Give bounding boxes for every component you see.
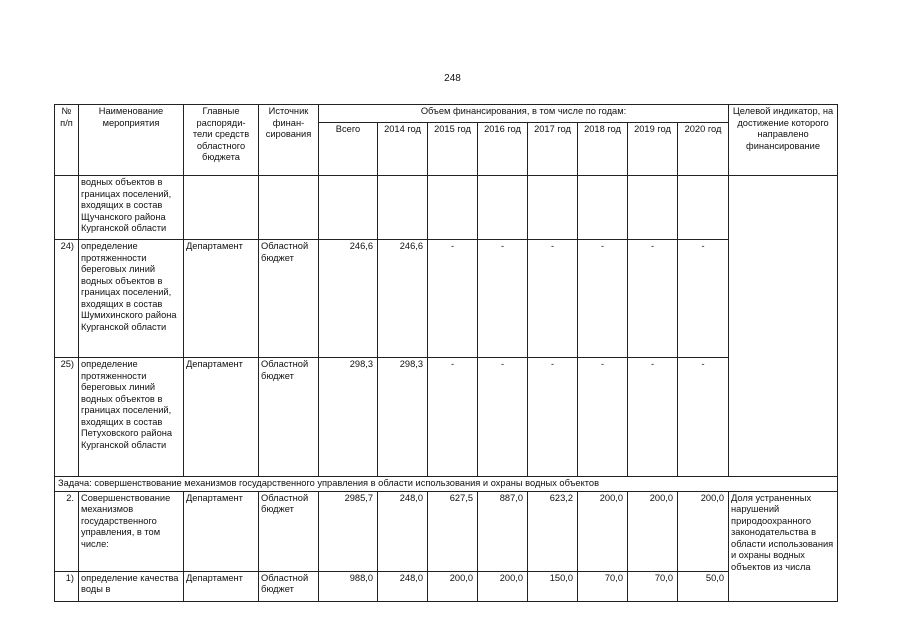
row-manager: Департамент <box>184 571 259 601</box>
header-year-2015: 2015 год <box>428 123 478 176</box>
table-row <box>55 358 838 477</box>
row-manager: Департамент <box>184 491 259 571</box>
row-manager: Департамент <box>184 240 259 358</box>
header-name: Наименование мероприятия <box>79 105 184 176</box>
row-2018: 70,0 <box>578 571 628 601</box>
row-2015: 200,0 <box>428 571 478 601</box>
row-source: Областной бюджет <box>259 491 319 571</box>
header-no: № п/п <box>55 105 79 176</box>
row-2017: - <box>528 240 578 358</box>
row-source: Областной бюджет <box>259 358 319 477</box>
row-number: 24) <box>55 240 79 358</box>
row-name: определение качества воды в <box>79 571 184 601</box>
row-2018: - <box>578 358 628 477</box>
row-2016: 200,0 <box>478 571 528 601</box>
row-2017: 623,2 <box>528 491 578 571</box>
header-indicator: Целевой индикатор, на достижение которого направлено финансирование <box>729 105 838 176</box>
table-row <box>55 176 838 240</box>
row-manager: Департамент <box>184 358 259 477</box>
row-2017: 150,0 <box>528 571 578 601</box>
table-row <box>55 491 838 571</box>
row-name: Совершенствование механизмов государственного управления, в том числе: <box>79 491 184 571</box>
row-2016: - <box>478 240 528 358</box>
indicator-text: Доля устраненных нарушений природоохранного законодательства в области использования и охраны водных объектов из числа <box>729 491 838 601</box>
header-year-2019: 2019 год <box>628 123 678 176</box>
header-year-2014: 2014 год <box>378 123 428 176</box>
header-year-2018: 2018 год <box>578 123 628 176</box>
row-number: 1) <box>55 571 79 601</box>
row-2019: - <box>628 240 678 358</box>
row-total: 988,0 <box>319 571 378 601</box>
row-2020: 200,0 <box>678 491 729 571</box>
page-number: 248 <box>444 73 461 84</box>
row-2014: 298,3 <box>378 358 428 477</box>
row-2019: - <box>628 358 678 477</box>
row-total: 298,3 <box>319 358 378 477</box>
row-2015: - <box>428 358 478 477</box>
row-name: водных объектов в границах поселений, входящих в состав Щучанского района Курганской области <box>79 176 184 240</box>
row-number: 2. <box>55 491 79 571</box>
row-source: Областной бюджет <box>259 240 319 358</box>
row-2014: 248,0 <box>378 571 428 601</box>
row-2014: 248,0 <box>378 491 428 571</box>
row-2020: - <box>678 358 729 477</box>
header-row <box>55 105 838 123</box>
header-managers: Главные распоряди- тели средств областного бюджета <box>184 105 259 176</box>
task-title: Задача: совершенствование механизмов государственного управления в области использования и охраны водных объектов <box>55 477 838 492</box>
financing-table <box>54 104 838 602</box>
header-year-2017: 2017 год <box>528 123 578 176</box>
row-2020: 50,0 <box>678 571 729 601</box>
table-row <box>55 571 838 601</box>
row-2018: 200,0 <box>578 491 628 571</box>
row-number: 25) <box>55 358 79 477</box>
row-2015: - <box>428 240 478 358</box>
row-2016: - <box>478 358 528 477</box>
row-source: Областной бюджет <box>259 571 319 601</box>
row-total: 246,6 <box>319 240 378 358</box>
header-year-2016: 2016 год <box>478 123 528 176</box>
row-2020: - <box>678 240 729 358</box>
task-row <box>55 477 838 492</box>
header-total: Всего <box>319 123 378 176</box>
indicator-cell-empty <box>729 176 838 477</box>
table-row <box>55 240 838 358</box>
row-total: 2985,7 <box>319 491 378 571</box>
header-year-2020: 2020 год <box>678 123 729 176</box>
header-financing: Объем финансирования, в том числе по годам: <box>319 105 729 123</box>
row-2019: 200,0 <box>628 491 678 571</box>
row-2015: 627,5 <box>428 491 478 571</box>
row-2018: - <box>578 240 628 358</box>
row-2017: - <box>528 358 578 477</box>
row-2019: 70,0 <box>628 571 678 601</box>
header-source: Источник финан- сирования <box>259 105 319 176</box>
row-name: определение протяженности береговых линий водных объектов в границах поселений, входящих в состав Петуховского района Курганской области <box>79 358 184 477</box>
row-2014: 246,6 <box>378 240 428 358</box>
row-2016: 887,0 <box>478 491 528 571</box>
row-name: определение протяженности береговых линий водных объектов в границах поселений, входящих в состав Шумихинского района Курганской области <box>79 240 184 358</box>
